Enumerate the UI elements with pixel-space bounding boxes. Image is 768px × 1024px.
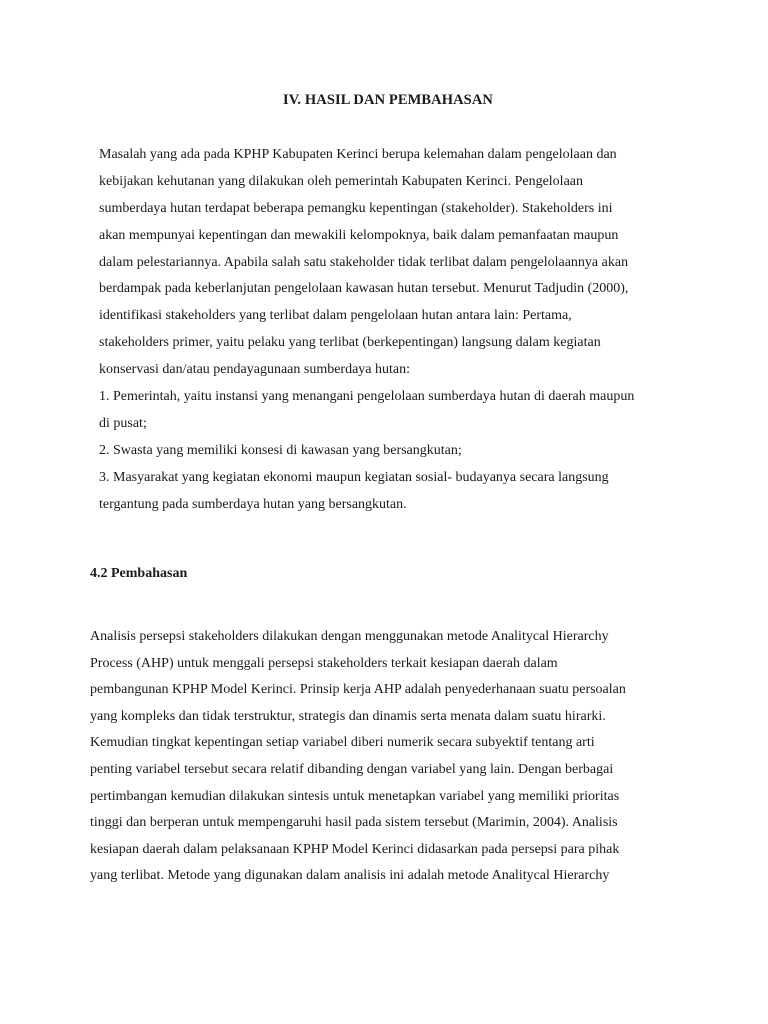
text-line: yang terlibat. Metode yang digunakan dalam analisis ini adalah metode Analitycal Hierarchy <box>90 868 610 884</box>
text-line: akan mempunyai kepentingan dan mewakili kelompoknya, baik dalam pemanfaatan maupun <box>99 227 619 243</box>
list-item-line: 1. Pemerintah, yaitu instansi yang menangani pengelolaan sumberdaya hutan di daerah maupun <box>99 389 635 405</box>
text-line: Process (AHP) untuk menggali persepsi stakeholders terkait kesiapan daerah dalam <box>90 655 558 671</box>
list-item-line: 3. Masyarakat yang kegiatan ekonomi maupun kegiatan sosial- budayanya secara langsung <box>99 469 609 485</box>
text-line: kesiapan daerah dalam pelaksanaan KPHP Model Kerinci didasarkan pada persepsi para pihak <box>90 841 620 857</box>
text-line: Analisis persepsi stakeholders dilakukan dengan menggunakan metode Analitycal Hierarchy <box>90 629 609 644</box>
text-line: pembangunan KPHP Model Kerinci. Prinsip kerja AHP adalah penyederhanaan suatu persoalan <box>90 682 626 698</box>
text-line: penting variabel tersebut secara relatif dibanding dengan variabel yang lain. Dengan berbagai <box>90 761 614 777</box>
text-line: tinggi dan berperan untuk mempengaruhi hasil pada sistem tersebut (Marimin, 2004). Analisis <box>90 815 618 831</box>
chapter-title: IV. HASIL DAN PEMBAHASAN <box>282 92 493 108</box>
text-line: kebijakan kehutanan yang dilakukan oleh pemerintah Kabupaten Kerinci. Pengelolaan <box>99 173 583 189</box>
section-heading: 4.2 Pembahasan <box>90 566 188 581</box>
list-item-line: di pusat; <box>99 415 147 431</box>
text-line: identifikasi stakeholders yang terlibat dalam pengelolaan hutan antara lain: Pertama, <box>99 308 572 324</box>
text-line: berdampak pada keberlanjutan pengelolaan kawasan hutan tersebut. Menurut Tadjudin (2000), <box>99 281 629 297</box>
text-line: stakeholders primer, yaitu pelaku yang terlibat (berkepentingan) langsung dalam kegiatan <box>99 335 601 351</box>
text-line: pertimbangan kemudian dilakukan sintesis untuk menetapkan variabel yang memiliki prioritas <box>90 788 620 804</box>
list-item-line: tergantung pada sumberdaya hutan yang bersangkutan. <box>99 496 407 512</box>
text-line: sumberdaya hutan terdapat beberapa pemangku kepentingan (stakeholder). Stakeholders ini <box>99 200 613 216</box>
text-line: yang kompleks dan tidak terstruktur, strategis dan dinamis serta menata dalam suatu hirarki. <box>90 708 606 724</box>
list-item-line: 2. Swasta yang memiliki konsesi di kawasan yang bersangkutan; <box>99 442 462 458</box>
text-line: Kemudian tingkat kepentingan setiap variabel diberi numerik secara subyektif tentang arti <box>90 735 595 751</box>
paragraph-intro <box>99 142 634 518</box>
paragraph-discussion <box>90 624 626 890</box>
text-line: dalam pelestariannya. Apabila salah satu stakeholder tidak terlibat dalam pengelolaannya akan <box>99 254 629 270</box>
text-line: Masalah yang ada pada KPHP Kabupaten Kerinci berupa kelemahan dalam pengelolaan dan <box>99 147 617 162</box>
text-line: konservasi dan/atau pendayagunaan sumberdaya hutan: <box>99 362 411 378</box>
